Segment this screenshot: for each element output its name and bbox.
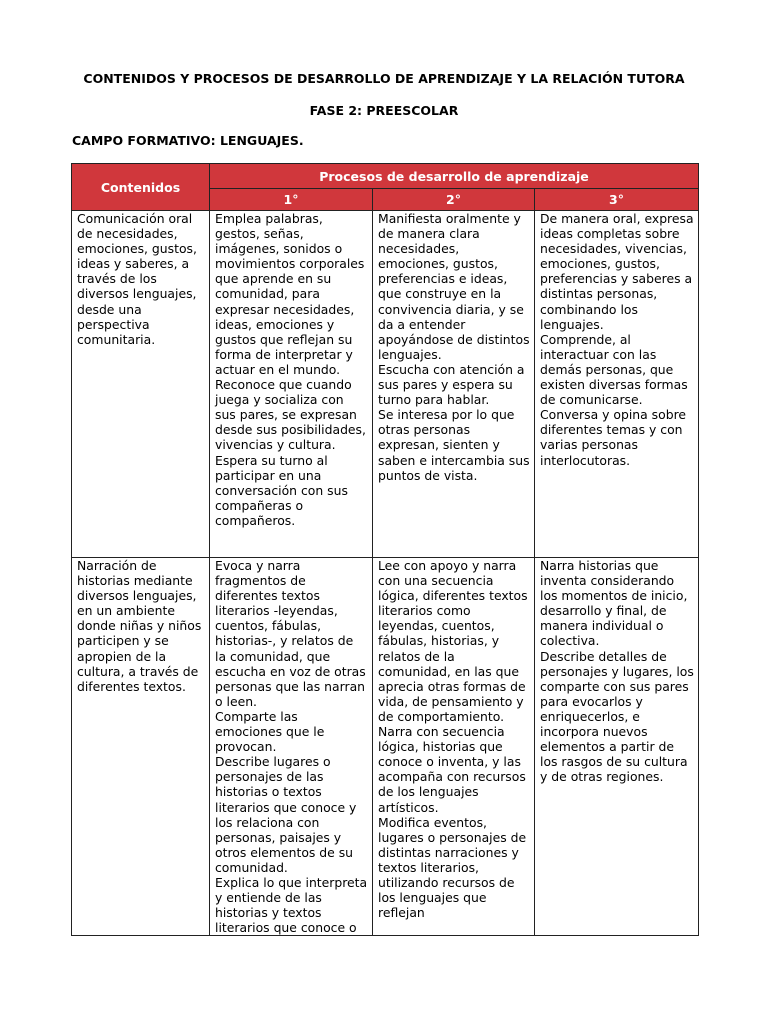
grade-2-cell	[373, 558, 535, 936]
grade-2-cell	[373, 211, 535, 558]
grade-3-text: Narra historias que inventa considerando los momentos de inicio, desarrollo y final, de manera individual o colectiva. Describe detalles de personajes y lugares, los comparte con sus pares para evocarlos y enriquecerlos, e incorpora nuevos elementos a partir de los rasgos de su cultura y de otras regiones.	[540, 558, 694, 785]
header-grade-3: 3°	[535, 189, 699, 211]
grade-2-text: Lee con apoyo y narra con una secuencia lógica, diferentes textos literarios como leyendas, cuentos, fábulas, historias, y relatos de la comunidad, en las que aprecia otras formas de vida, de pensamiento y de comportamiento. Narra con secuencia lógica, historias que conoce o inventa, y las acompaña con recursos de los lenguajes artísticos. Modifica eventos, lugares o personajes de distintas narraciones y textos literarios, utilizando recursos de los lenguajes que reflejan	[378, 558, 528, 921]
content-process-table	[71, 163, 699, 936]
header-contenidos: Contenidos	[72, 164, 210, 211]
grade-1-text: Evoca y narra fragmentos de diferentes textos literarios -leyendas, cuentos, fábulas, historias-, y relatos de la comunidad, que escucha en voz de otras personas que las narran o leen. Comparte las emociones que le provocan. Describe lugares o personajes de las historias o textos literarios que conoce y los relaciona con personas, paisajes y otros elementos de su comunidad. Explica lo que interpreta y entiende de las historias y textos literarios que conoce o	[215, 558, 368, 936]
contenido-text: Narración de historias mediante diversos lenguajes, en un ambiente donde niñas y niños participen y se apropien de la cultura, a través de diferentes textos.	[77, 558, 202, 694]
table-row	[72, 558, 699, 936]
grade-1-text: Emplea palabras, gestos, señas, imágenes, sonidos o movimientos corporales que aprende en su comunidad, para expresar necesidades, ideas, emociones y gustos que reflejan su forma de interpretar y actuar en el mundo. Reconoce que cuando juega y socializa con sus pares, se expresan desde sus posibilidades, vivencias y cultura. Espera su turno al participar en una conversación con sus compañeras o compañeros.	[215, 211, 366, 528]
grade-3-text: De manera oral, expresa ideas completas sobre necesidades, vivencias, emociones, gustos, preferencias y saberes a distintas personas, combinando los lenguajes. Comprende, al interactuar con las demás personas, que existen diversas formas de comunicarse. Conversa y opina sobre diferentes temas y con varias personas interlocutoras.	[540, 211, 694, 468]
header-grade-2: 2°	[373, 189, 535, 211]
contenido-text: Comunicación oral de necesidades, emociones, gustos, ideas y saberes, a través de los diversos lenguajes, desde una perspectiva comunitaria.	[77, 211, 197, 347]
document-title: CONTENIDOS Y PROCESOS DE DESARROLLO DE APRENDIZAJE Y LA RELACIÓN TUTORA	[83, 71, 685, 86]
table-header	[72, 164, 699, 211]
grade-1-cell	[210, 211, 373, 558]
grade-1-cell	[210, 558, 373, 936]
header-procesos: Procesos de desarrollo de aprendizaje	[210, 164, 699, 189]
contenido-cell	[72, 558, 210, 936]
table-row	[72, 211, 699, 558]
contenido-cell	[72, 211, 210, 558]
grade-3-cell	[535, 211, 699, 558]
grade-2-text: Manifiesta oralmente y de manera clara necesidades, emociones, gustos, preferencias e ideas, que construye en la convivencia diaria, y se da a entender apoyándose de distintos lenguajes. Escucha con atención a sus pares y espera su turno para hablar. Se interesa por lo que otras personas expresan, sienten y saben e intercambia sus puntos de vista.	[378, 211, 530, 483]
grade-3-cell	[535, 558, 699, 936]
header-grade-1: 1°	[210, 189, 373, 211]
phase-title: FASE 2: PREESCOLAR	[309, 103, 459, 118]
formative-field: CAMPO FORMATIVO: LENGUAJES.	[72, 133, 304, 148]
